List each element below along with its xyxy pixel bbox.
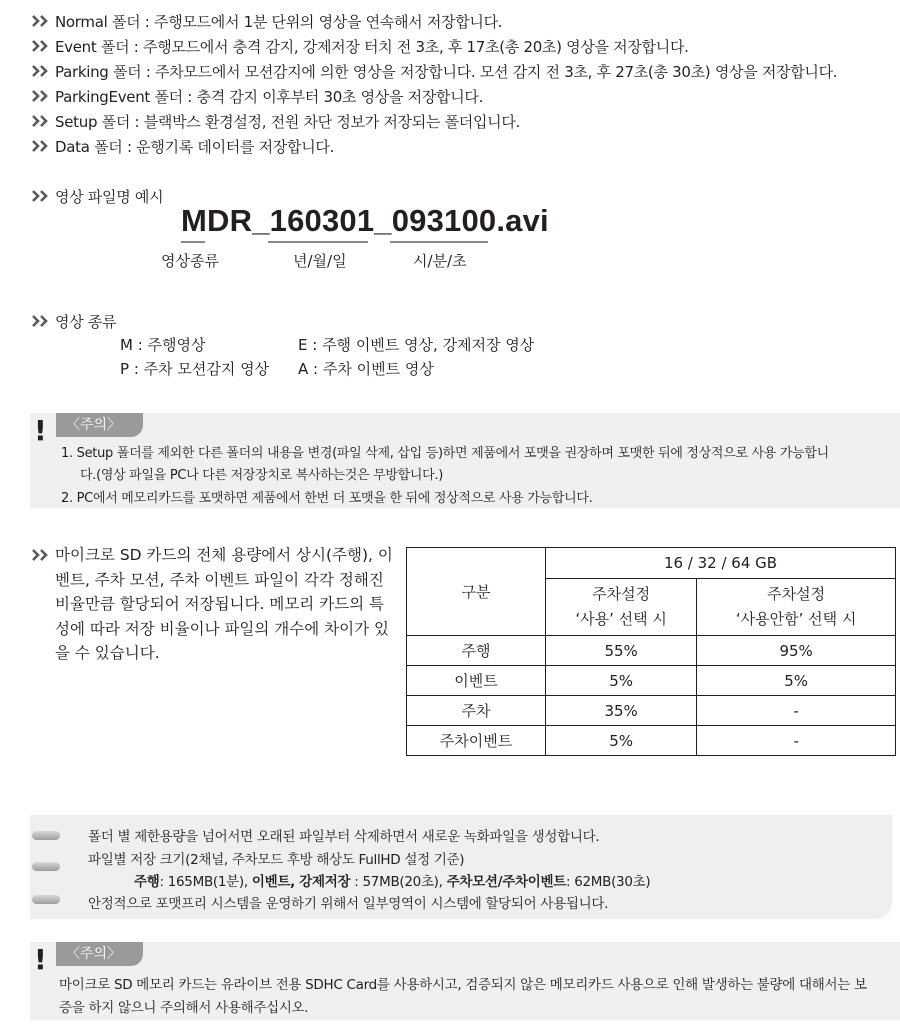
size-label: 주차모션/주차이벤트: [446, 874, 566, 890]
label-date: 년/월/일: [293, 252, 347, 270]
double-chevron-icon: [31, 39, 53, 53]
exclamation-icon: !: [34, 943, 47, 976]
caution-line: 2. PC에서 메모리카드를 포맷하면 제품에서 한번 더 포맷을 한 뒤에 정상적으로 사용 가능합니다.: [61, 491, 593, 506]
paragraph-line: 을 수 있습니다.: [55, 644, 160, 662]
video-type-m: M : 주행영상: [120, 336, 206, 354]
header-line: ‘사용안함’ 선택 시: [735, 610, 857, 628]
size-value: : 57MB(20초),: [350, 874, 447, 890]
table-header-parking-nouse: [697, 579, 896, 636]
table-header-category: 구분: [407, 548, 546, 636]
paragraph-line: 비율만큼 할당되어 저장됩니다. 메모리 카드의 특: [55, 595, 385, 613]
table-row: [407, 666, 896, 696]
row-nouse-value: -: [697, 726, 896, 756]
label-time: 시/분/초: [413, 252, 467, 270]
row-category: 주차: [407, 696, 546, 726]
double-chevron-icon: [31, 64, 53, 78]
caution-line: 1. Setup 폴더를 제외한 다른 폴더의 내용을 변경(파일 삭제, 삽입 등)하면 제품에서 포맷을 권장하며 포맷한 뒤에 정상적으로 사용 가능합니: [61, 446, 829, 461]
row-nouse-value: 95%: [697, 636, 896, 666]
table-row: [407, 636, 896, 666]
size-label: 이벤트, 강제저장: [251, 874, 351, 890]
folder-line-normal: Normal 폴더 : 주행모드에서 1분 단위의 영상을 연속해서 저장합니다.: [55, 13, 503, 31]
size-value: : 165MB(1분),: [159, 874, 252, 890]
row-category: 주차이벤트: [407, 726, 546, 756]
info-line: 안정적으로 포맷프리 시스템을 운영하기 위해서 일부영역이 시스템에 할당되어 사용됩니다.: [88, 896, 609, 912]
video-type-e: E : 주행 이벤트 영상, 강제저장 영상: [298, 336, 535, 354]
video-types-heading: 영상 종류: [55, 313, 117, 331]
double-chevron-icon: [31, 89, 53, 103]
filename-example-heading: 영상 파일명 예시: [55, 188, 164, 206]
video-type-a: A : 주차 이벤트 영상: [298, 360, 434, 378]
row-use-value: 5%: [546, 666, 697, 696]
folder-line-event: Event 폴더 : 주행모드에서 충격 감지, 강제저장 터치 전 3초, 후 17초(총 20초) 영상을 저장합니다.: [55, 38, 689, 56]
filename-example: MDR_160301_093100.avi: [181, 203, 549, 238]
row-nouse-value: 5%: [697, 666, 896, 696]
type-underline: [181, 241, 205, 243]
header-line: 주차설정: [592, 585, 651, 603]
label-video-type: 영상종류: [161, 252, 219, 270]
capacity-paragraph: [55, 543, 395, 666]
table-row: [407, 726, 896, 756]
row-use-value: 35%: [546, 696, 697, 726]
double-chevron-icon: [31, 114, 53, 128]
size-label: 주행: [134, 874, 160, 890]
paragraph-line: 마이크로 SD 카드의 전체 용량에서 상시(주행), 이: [55, 546, 393, 564]
storage-allocation-table: [406, 547, 896, 756]
folder-line-parking: Parking 폴더 : 주차모드에서 모션감지에 의한 영상을 저장합니다. 모션 감지 전 3초, 후 27초(총 30초) 영상을 저장합니다.: [55, 63, 838, 81]
table-header-capacity: 16 / 32 / 64 GB: [546, 548, 896, 579]
row-nouse-value: -: [697, 696, 896, 726]
row-category: 주행: [407, 636, 546, 666]
caution-tab: 〈주의〉: [56, 413, 143, 437]
folder-line-parkingevent: ParkingEvent 폴더 : 충격 감지 이후부터 30초 영상을 저장합니다.: [55, 88, 484, 106]
row-use-value: 55%: [546, 636, 697, 666]
date-underline: [268, 241, 368, 243]
double-chevron-icon: [31, 139, 53, 153]
folder-line-setup: Setup 폴더 : 블랙박스 환경설정, 전원 차단 정보가 저장되는 폴더입니다.: [55, 113, 521, 131]
table-header-parking-use: [546, 579, 697, 636]
binder-ring-icon: [32, 831, 60, 840]
time-underline: [390, 241, 488, 243]
caution-tab: 〈주의〉: [56, 942, 143, 966]
row-category: 이벤트: [407, 666, 546, 696]
paragraph-line: 벤트, 주차 모션, 주차 이벤트 파일이 각각 정해진: [55, 570, 384, 589]
row-use-value: 5%: [546, 726, 697, 756]
double-chevron-icon: [31, 314, 53, 328]
binder-ring-icon: [32, 862, 60, 871]
video-type-p: P : 주차 모션감지 영상: [120, 360, 270, 378]
double-chevron-icon: [31, 189, 53, 203]
paragraph-line: 성에 따라 저장 비율이나 파일의 개수에 차이가 있: [55, 619, 389, 638]
double-chevron-icon: [31, 14, 53, 28]
caution-line: 다.(영상 파일을 PC나 다른 저장장치로 복사하는것은 무방합니다.): [80, 468, 443, 483]
caution-line: 증을 하지 않으니 주의해서 사용해주십시오.: [59, 1000, 309, 1016]
folder-line-data: Data 폴더 : 운행기록 데이터를 저장합니다.: [55, 138, 335, 156]
caution-line: 마이크로 SD 메모리 카드는 유라이브 전용 SDHC Card를 사용하시고, 검증되지 않은 메모리카드 사용으로 인해 발생하는 불량에 대해서는 보: [59, 977, 867, 993]
file-size-line: [134, 870, 650, 890]
exclamation-icon: !: [34, 414, 47, 447]
table-row: [407, 696, 896, 726]
double-chevron-icon: [31, 548, 53, 562]
header-line: 주차설정: [767, 585, 826, 603]
binder-ring-icon: [32, 895, 60, 904]
info-line: 폴더 별 제한용량을 넘어서면 오래된 파일부터 삭제하면서 새로운 녹화파일을 생성합니다.: [88, 829, 600, 845]
info-line: 파일별 저장 크기(2채널, 주차모드 후방 해상도 FullHD 설정 기준): [88, 852, 465, 868]
size-value: : 62MB(30초): [565, 874, 651, 890]
header-line: ‘사용’ 선택 시: [575, 610, 667, 628]
